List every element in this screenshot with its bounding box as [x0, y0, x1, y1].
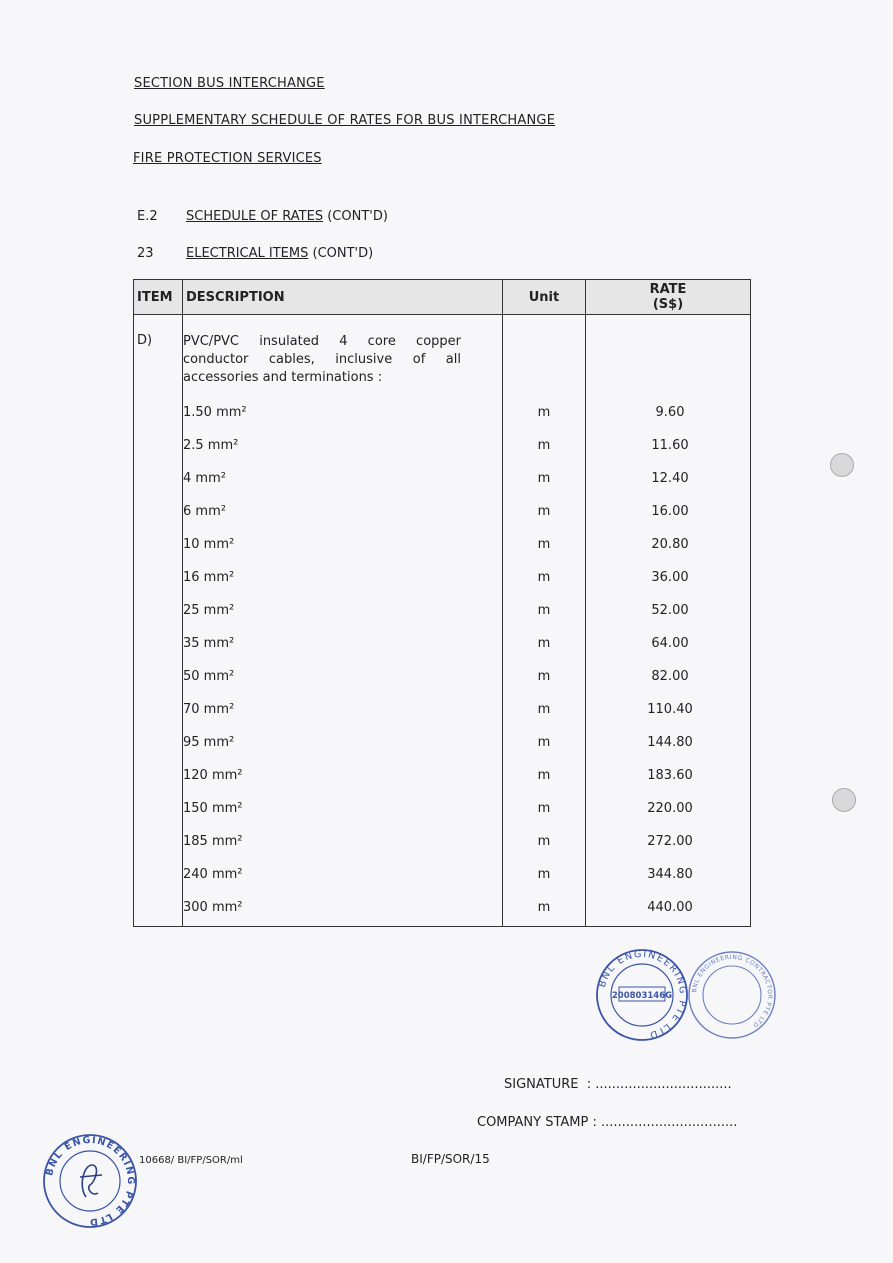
row-rate-text: 344.80 [647, 867, 693, 882]
row-unit [503, 603, 586, 636]
row-rate-text: 272.00 [647, 834, 693, 849]
row-item-empty [134, 768, 183, 801]
table-row [134, 438, 751, 471]
header-item: ITEM [134, 280, 183, 315]
table-row [134, 504, 751, 537]
row-unit [503, 669, 586, 702]
row-size-text: 4 mm² [183, 471, 226, 486]
row-rate-text: 16.00 [651, 504, 689, 519]
signature-label: SIGNATURE [504, 1077, 579, 1092]
row-size [183, 438, 503, 471]
row-size [183, 867, 503, 900]
row-size-text: 240 mm² [183, 867, 243, 882]
row-item-empty [134, 636, 183, 669]
table-row [134, 636, 751, 669]
row-unit [503, 867, 586, 900]
row-item-empty [134, 603, 183, 636]
row-rate [586, 834, 751, 867]
row-item-empty [134, 669, 183, 702]
company-stamp-row [477, 1115, 737, 1130]
row-rate [586, 768, 751, 801]
row-rate [586, 636, 751, 669]
row-unit-text: m [537, 768, 551, 783]
row-unit-text: m [537, 834, 551, 849]
section-title: SECTION BUS INTERCHANGE [134, 76, 325, 91]
footer-ref-left: 10668/ BI/FP/SOR/ml [139, 1155, 243, 1166]
row-rate [586, 702, 751, 735]
row-rate-text: 183.60 [647, 768, 693, 783]
table-row [134, 603, 751, 636]
row-unit-text: m [537, 405, 551, 420]
row-rate-text: 440.00 [647, 900, 693, 915]
header-rate [586, 280, 751, 315]
row-unit [503, 900, 586, 927]
footer-seal [40, 1131, 140, 1231]
table-row [134, 834, 751, 867]
row-item-empty [134, 405, 183, 438]
stamp-left-reg-no: 200803146G [611, 991, 673, 1001]
table-row [134, 537, 751, 570]
schedule-title: SUPPLEMENTARY SCHEDULE OF RATES FOR BUS INTERCHANGE [134, 113, 556, 128]
row-item-empty [134, 471, 183, 504]
table-row [134, 471, 751, 504]
row-item-empty [134, 801, 183, 834]
row-size-text: 10 mm² [183, 537, 235, 552]
table-row [134, 669, 751, 702]
item-description-cell [183, 315, 503, 406]
row-rate-text: 36.00 [651, 570, 689, 585]
row-unit-text: m [537, 801, 551, 816]
row-rate-text: 220.00 [647, 801, 693, 816]
section-e2-number: E.2 [137, 209, 158, 224]
header-rate-line1: RATE [649, 282, 687, 297]
table-row [134, 702, 751, 735]
row-unit-text: m [537, 438, 551, 453]
row-rate-text: 12.40 [651, 471, 689, 486]
row-size-text: 35 mm² [183, 636, 235, 651]
header-rate-line2: (S$) [652, 297, 684, 312]
row-unit [503, 405, 586, 438]
row-size [183, 603, 503, 636]
row-item-empty [134, 867, 183, 900]
row-unit-text: m [537, 669, 551, 684]
rates-table [133, 279, 751, 927]
row-unit [503, 537, 586, 570]
header-unit: Unit [503, 280, 586, 315]
section-23-heading [186, 246, 373, 261]
table-body [134, 315, 751, 927]
row-unit-text: m [537, 702, 551, 717]
row-size [183, 768, 503, 801]
row-size [183, 537, 503, 570]
row-rate [586, 801, 751, 834]
row-size [183, 801, 503, 834]
section-e2-suffix: (CONT'D) [323, 209, 388, 224]
item-label: D) [134, 315, 183, 406]
row-item-empty [134, 504, 183, 537]
row-unit-text: m [537, 603, 551, 618]
row-rate-text: 110.40 [647, 702, 693, 717]
row-size [183, 900, 503, 927]
row-rate [586, 504, 751, 537]
company-stamp-graphic [596, 945, 782, 1045]
punch-hole-lower [832, 788, 856, 812]
row-rate [586, 471, 751, 504]
row-rate [586, 570, 751, 603]
row-size-text: 300 mm² [183, 900, 243, 915]
row-rate [586, 405, 751, 438]
section-e2-heading [186, 209, 388, 224]
row-rate-text: 9.60 [655, 405, 685, 420]
section-23-number: 23 [137, 246, 154, 261]
stamp-right-ring-text: BNL ENGINEERING CONTRACTOR PTE LTD [691, 953, 774, 1029]
row-rate [586, 438, 751, 471]
header-description: DESCRIPTION [183, 280, 503, 315]
row-size-text: 25 mm² [183, 603, 235, 618]
row-unit-text: m [537, 504, 551, 519]
row-size-text: 1.50 mm² [183, 405, 247, 420]
row-rate-text: 144.80 [647, 735, 693, 750]
row-unit [503, 471, 586, 504]
row-size-text: 2.5 mm² [183, 438, 239, 453]
row-item-empty [134, 900, 183, 927]
row-item-empty [134, 735, 183, 768]
table-row [134, 735, 751, 768]
row-rate-text: 64.00 [651, 636, 689, 651]
row-unit [503, 735, 586, 768]
services-title: FIRE PROTECTION SERVICES [133, 151, 322, 166]
stamp-left-ring-text: BNL ENGINEERING PTE LTD [596, 948, 689, 1041]
footer-seal-text: BNL ENGINEERING PTE LTD [44, 1134, 137, 1228]
company-stamp-line: : ................................. [588, 1115, 738, 1130]
row-rate [586, 867, 751, 900]
row-rate [586, 735, 751, 768]
row-item-empty [134, 438, 183, 471]
row-unit [503, 504, 586, 537]
row-unit [503, 801, 586, 834]
row-unit [503, 702, 586, 735]
company-stamp-left [597, 949, 688, 1041]
table-row [134, 801, 751, 834]
table-row [134, 570, 751, 603]
row-size-text: 185 mm² [183, 834, 243, 849]
row-size [183, 504, 503, 537]
row-unit-text: m [537, 867, 551, 882]
table-header-row [134, 280, 751, 315]
table-row-item-d [134, 315, 751, 406]
table-row [134, 768, 751, 801]
table-row [134, 405, 751, 438]
row-size-text: 6 mm² [183, 504, 226, 519]
row-unit [503, 768, 586, 801]
row-unit [503, 834, 586, 867]
row-size [183, 636, 503, 669]
item-rate-empty [586, 315, 751, 406]
row-size-text: 150 mm² [183, 801, 243, 816]
row-size-text: 70 mm² [183, 702, 235, 717]
row-rate-text: 20.80 [651, 537, 689, 552]
row-rate [586, 537, 751, 570]
table-row [134, 867, 751, 900]
row-size [183, 570, 503, 603]
row-rate [586, 900, 751, 927]
item-unit-empty [503, 315, 586, 406]
row-unit [503, 438, 586, 471]
punch-hole-upper [830, 453, 854, 477]
section-e2-title: SCHEDULE OF RATES [186, 209, 324, 224]
row-size-text: 16 mm² [183, 570, 235, 585]
row-size-text: 50 mm² [183, 669, 235, 684]
footer-page-ref: BI/FP/SOR/15 [411, 1152, 490, 1166]
row-item-empty [134, 702, 183, 735]
row-unit-text: m [537, 636, 551, 651]
row-size [183, 834, 503, 867]
row-unit-text: m [537, 900, 551, 915]
row-unit [503, 636, 586, 669]
row-unit-text: m [537, 537, 551, 552]
table-row [134, 900, 751, 927]
row-size-text: 95 mm² [183, 735, 235, 750]
row-rate-text: 52.00 [651, 603, 689, 618]
company-stamp-label: COMPANY STAMP [477, 1115, 589, 1130]
row-rate [586, 669, 751, 702]
row-item-empty [134, 537, 183, 570]
row-size [183, 702, 503, 735]
section-23-suffix: (CONT'D) [308, 246, 374, 261]
row-size [183, 735, 503, 768]
item-description: PVC/PVC insulated 4 core copper conductor cables, inclusive of all accessories and terminations : [183, 334, 461, 385]
signature-row [504, 1077, 732, 1092]
section-23-title: ELECTRICAL ITEMS [186, 246, 309, 261]
row-unit-text: m [537, 570, 551, 585]
company-stamp-right [689, 952, 775, 1038]
row-rate [586, 603, 751, 636]
row-item-empty [134, 570, 183, 603]
row-unit [503, 570, 586, 603]
row-size [183, 405, 503, 438]
row-size-text: 120 mm² [183, 768, 243, 783]
row-unit-text: m [537, 471, 551, 486]
row-size [183, 471, 503, 504]
row-rate-text: 82.00 [651, 669, 689, 684]
row-item-empty [134, 834, 183, 867]
signature-line: : ................................. [578, 1077, 732, 1092]
row-unit-text: m [537, 735, 551, 750]
row-size [183, 669, 503, 702]
row-rate-text: 11.60 [651, 438, 689, 453]
